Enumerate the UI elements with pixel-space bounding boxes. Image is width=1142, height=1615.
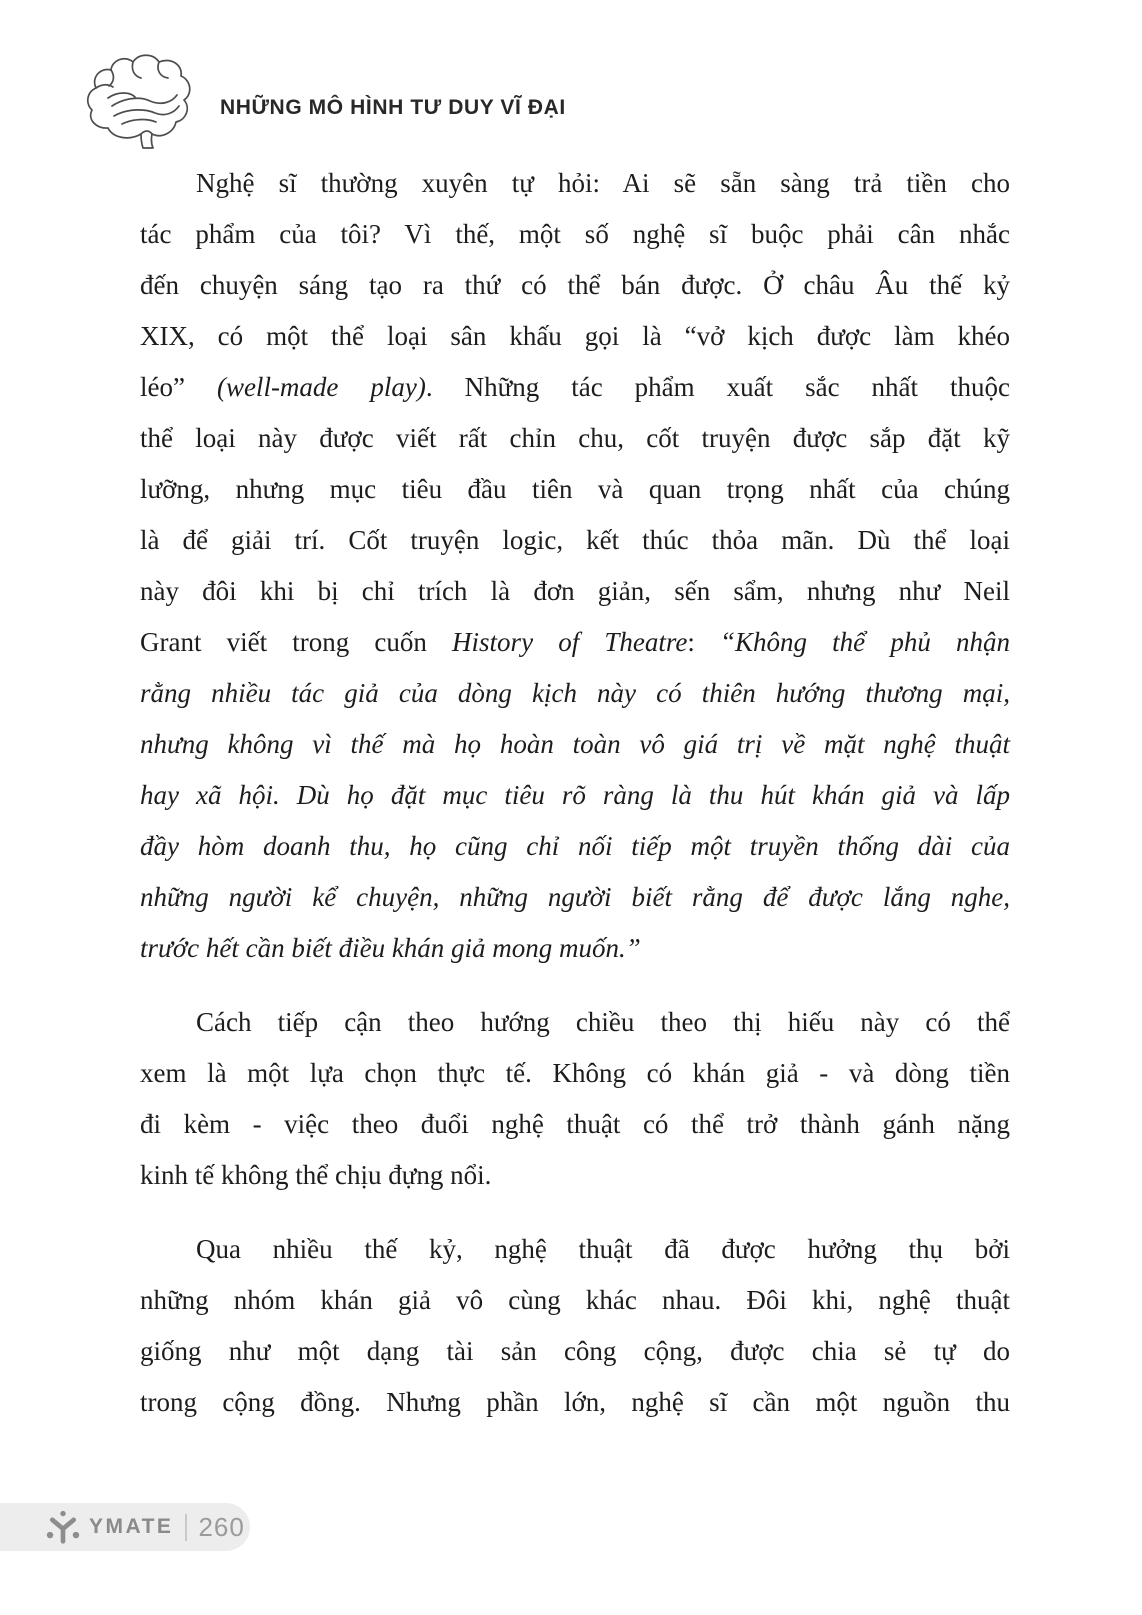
text-line: hay xã hội. Dù họ đặt mục tiêu rõ ràng là thu hút khán giả và lấp: [140, 780, 1010, 810]
text-line: nhưng không vì thế mà họ hoàn toàn vô giá trị về mặt nghệ thuật: [140, 729, 1010, 759]
text-line: lưỡng, nhưng mục tiêu đầu tiên và quan trọng nhất của chúng: [140, 474, 1010, 504]
footer-brand-label: YMATE: [89, 1515, 174, 1538]
footer-divider: [185, 1514, 187, 1541]
brain-icon: [78, 50, 198, 152]
text-line: những người kể chuyện, những người biết rằng để được lắng nghe,: [140, 882, 1010, 912]
text-line: léo” (well-made play). Những tác phẩm xuất sắc nhất thuộc: [140, 372, 1010, 402]
text-line: những nhóm khán giả vô cùng khác nhau. Đôi khi, nghệ thuật: [140, 1285, 1010, 1315]
paragraph: [140, 158, 1010, 974]
page-header: [0, 0, 1142, 160]
running-header-title: NHỮNG MÔ HÌNH TƯ DUY VĨ ĐẠI: [220, 96, 566, 119]
text-line: đến chuyện sáng tạo ra thứ có thể bán được. Ở châu Âu thế kỷ: [140, 270, 1010, 300]
text-block: [140, 158, 1010, 1451]
ymate-logo-icon: [46, 1510, 80, 1544]
page-number: 260: [198, 1511, 245, 1542]
text-line: Cách tiếp cận theo hướng chiều theo thị hiếu này có thể: [196, 1007, 1010, 1037]
text-line: là để giải trí. Cốt truyện logic, kết thúc thỏa mãn. Dù thể loại: [140, 525, 1010, 555]
text-line: giống như một dạng tài sản công cộng, được chia sẻ tự do: [140, 1336, 1010, 1366]
text-line: đi kèm - việc theo đuổi nghệ thuật có thể trở thành gánh nặng: [140, 1109, 1010, 1139]
paragraph: [140, 997, 1010, 1201]
text-line: này đôi khi bị chỉ trích là đơn giản, sến sẩm, nhưng như Neil: [140, 576, 1010, 606]
text-line: thể loại này được viết rất chỉn chu, cốt truyện được sắp đặt kỹ: [140, 423, 1010, 453]
text-line: Nghệ sĩ thường xuyên tự hỏi: Ai sẽ sẵn sàng trả tiền cho: [196, 168, 1010, 198]
text-line: kinh tế không thể chịu đựng nổi.: [140, 1160, 492, 1190]
text-line: XIX, có một thể loại sân khấu gọi là “vở kịch được làm khéo: [140, 321, 1010, 351]
text-line: trước hết cần biết điều khán giả mong muốn.”: [140, 933, 641, 963]
text-line: tác phẩm của tôi? Vì thế, một số nghệ sĩ buộc phải cân nhắc: [140, 219, 1010, 249]
text-line: trong cộng đồng. Nhưng phần lớn, nghệ sĩ cần một nguồn thu: [140, 1387, 1010, 1417]
text-line: Grant viết trong cuốn History of Theatre: “Không thể phủ nhận: [140, 627, 1010, 657]
text-line: Qua nhiều thế kỷ, nghệ thuật đã được hưởng thụ bởi: [196, 1234, 1010, 1264]
text-line: xem là một lựa chọn thực tế. Không có khán giả - và dòng tiền: [140, 1058, 1010, 1088]
text-line: rằng nhiều tác giả của dòng kịch này có thiên hướng thương mại,: [140, 678, 1010, 708]
footer-pill: [0, 1503, 250, 1551]
text-line: đầy hòm doanh thu, họ cũng chỉ nối tiếp một truyền thống dài của: [140, 831, 1010, 861]
paragraph: [140, 1224, 1010, 1428]
